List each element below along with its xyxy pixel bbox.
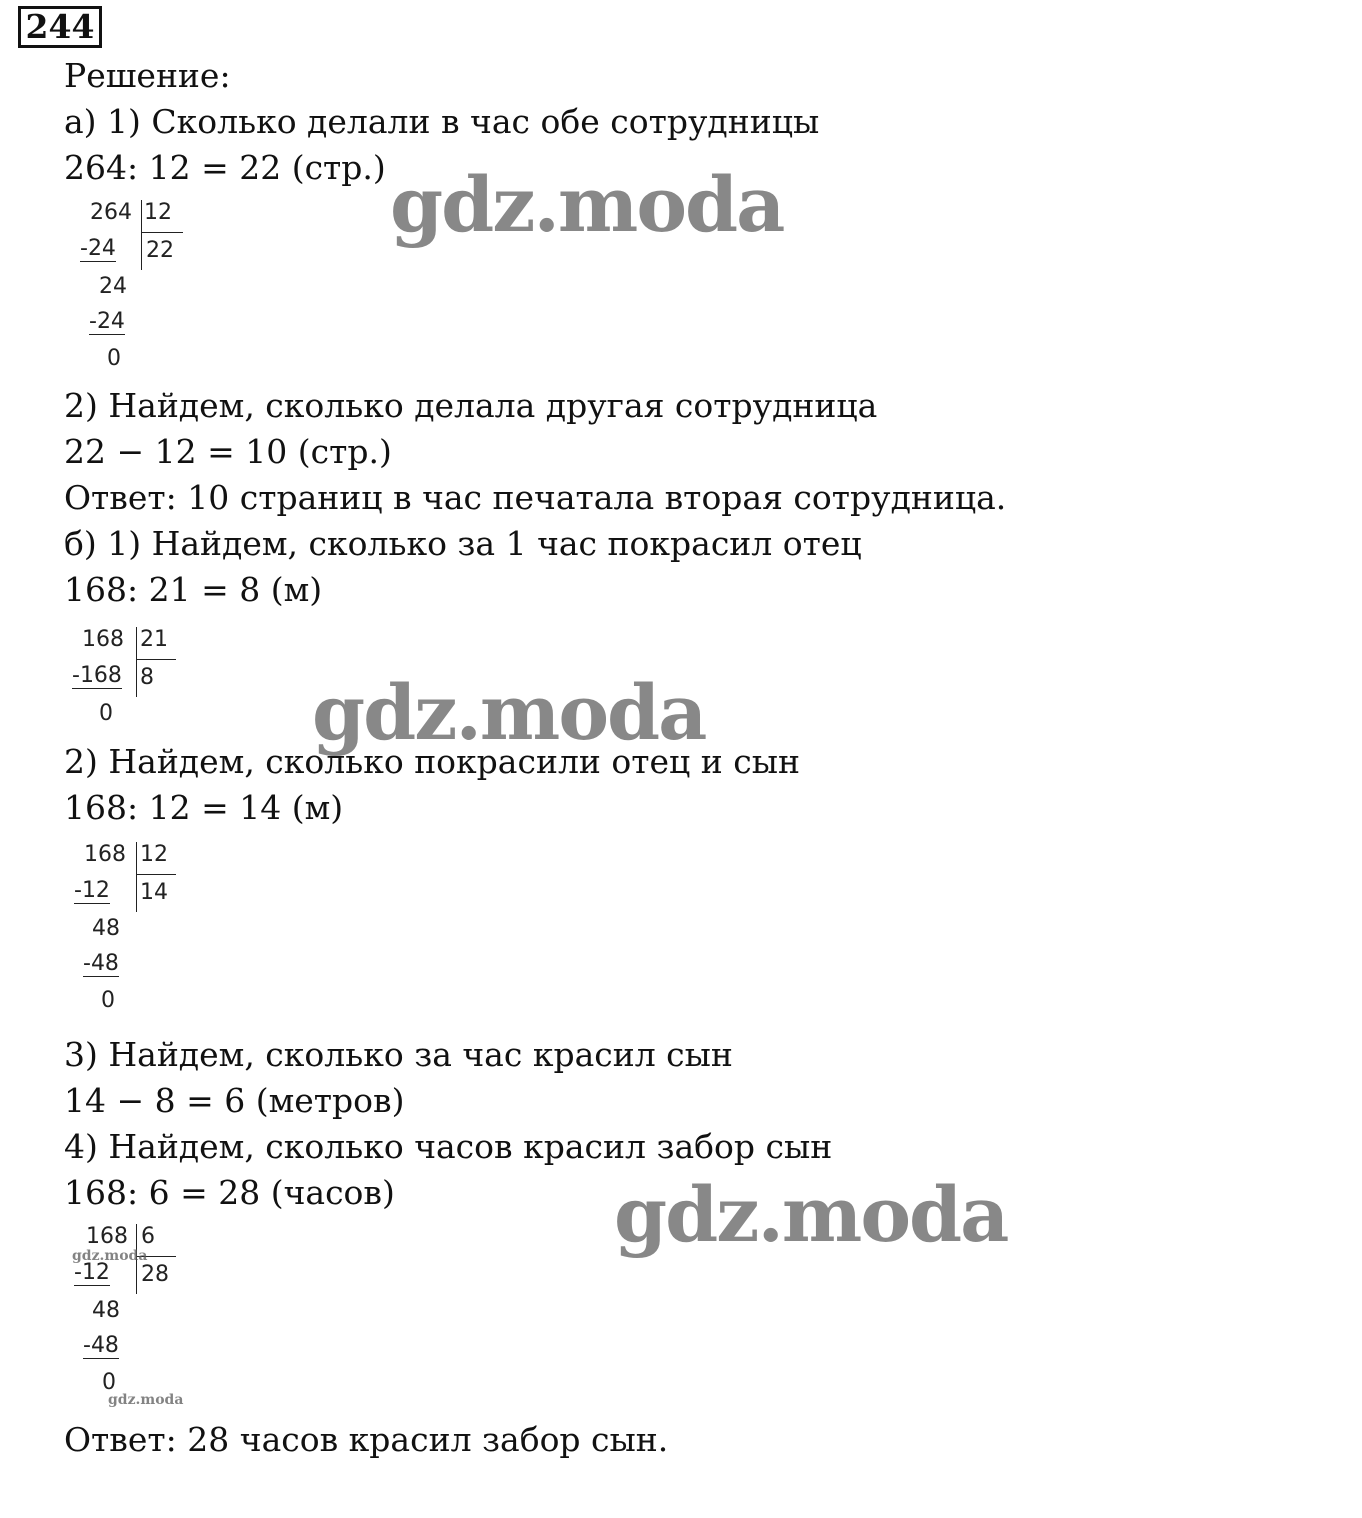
remainder: 48 xyxy=(92,916,120,941)
part-a-calc2: 22 − 12 = 10 (стр.) xyxy=(64,432,392,471)
dividend: 264 xyxy=(90,200,132,225)
problem-number: 244 xyxy=(18,6,102,48)
remainder: 0 xyxy=(102,1370,116,1395)
remainder: 24 xyxy=(99,274,127,299)
dividend: 168 xyxy=(82,627,124,652)
divisor: 12 xyxy=(144,200,172,225)
part-b-calc2: 168: 12 = 14 (м) xyxy=(64,788,344,827)
part-b-step3: 3) Найдем, сколько за час красил сын xyxy=(64,1035,733,1074)
divisor: 6 xyxy=(141,1224,155,1249)
watermark-logo: gdz.moda xyxy=(312,668,706,757)
part-b-step4: 4) Найдем, сколько часов красил забор сын xyxy=(64,1127,833,1166)
watermark-logo: gdz.moda xyxy=(390,160,784,249)
divisor: 21 xyxy=(140,627,168,652)
long-division-4 xyxy=(70,1224,190,1394)
long-division-3 xyxy=(70,842,190,1012)
remainder: 0 xyxy=(107,346,121,371)
remainder: 0 xyxy=(99,701,113,726)
divisor: 12 xyxy=(140,842,168,867)
long-division-2 xyxy=(70,627,190,737)
part-a-answer: Ответ: 10 страниц в час печатала вторая сотрудница. xyxy=(64,478,1007,517)
part-b-step2: 2) Найдем, сколько покрасили отец и сын xyxy=(64,742,800,781)
part-a-step2: 2) Найдем, сколько делала другая сотрудница xyxy=(64,386,878,425)
remainder: 48 xyxy=(92,1298,120,1323)
subtrahend: -24 xyxy=(80,236,116,261)
part-b-step1: б) 1) Найдем, сколько за 1 час покрасил отец xyxy=(64,524,862,563)
subtrahend: -48 xyxy=(83,951,119,976)
quotient: 22 xyxy=(146,238,174,263)
subtrahend: -168 xyxy=(72,663,122,688)
part-b-answer: Ответ: 28 часов красил забор сын. xyxy=(64,1420,669,1459)
solution-heading: Решение: xyxy=(64,56,231,95)
part-b-calc3: 14 − 8 = 6 (метров) xyxy=(64,1081,405,1120)
watermark-logo: gdz.moda xyxy=(614,1170,1008,1259)
subtrahend: -12 xyxy=(74,1260,110,1285)
quotient: 14 xyxy=(140,880,168,905)
watermark-small: gdz.moda xyxy=(108,1392,184,1408)
watermark-small: gdz.moda xyxy=(72,1248,148,1264)
part-a-calc1: 264: 12 = 22 (стр.) xyxy=(64,148,386,187)
remainder: 0 xyxy=(101,988,115,1013)
dividend: 168 xyxy=(84,842,126,867)
long-division-1 xyxy=(70,200,190,370)
quotient: 8 xyxy=(140,665,154,690)
subtrahend: -12 xyxy=(74,878,110,903)
dividend: 168 xyxy=(86,1224,128,1249)
quotient: 28 xyxy=(141,1262,169,1287)
subtrahend: -48 xyxy=(83,1333,119,1358)
part-a-step1: а) 1) Сколько делали в час обе сотрудницы xyxy=(64,102,820,141)
part-b-calc1: 168: 21 = 8 (м) xyxy=(64,570,323,609)
part-b-calc4: 168: 6 = 28 (часов) xyxy=(64,1173,395,1212)
subtrahend: -24 xyxy=(89,309,125,334)
